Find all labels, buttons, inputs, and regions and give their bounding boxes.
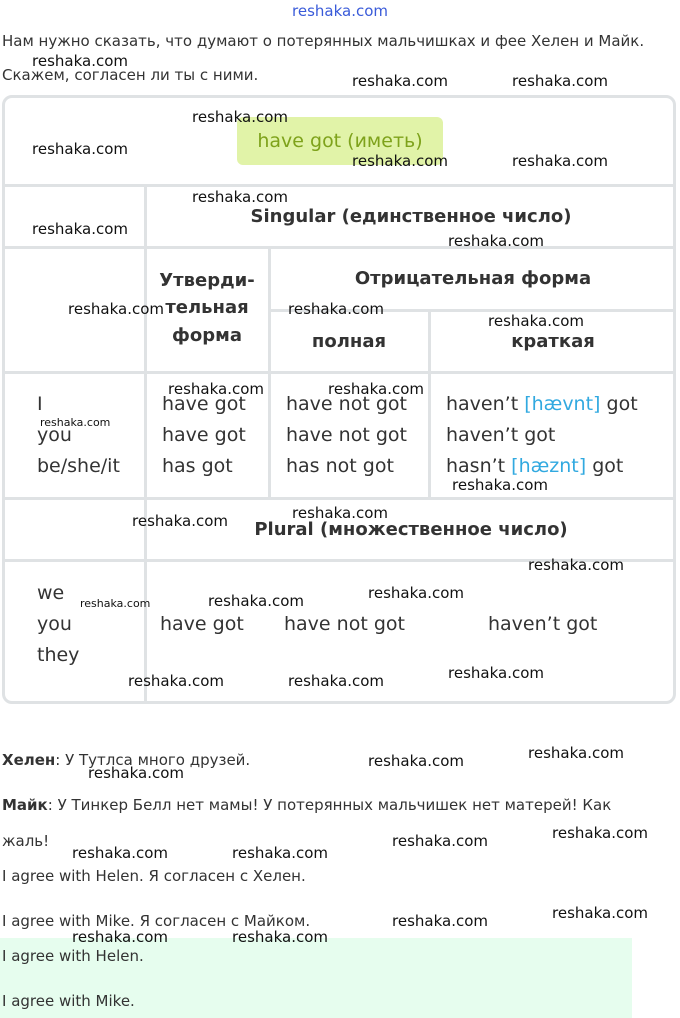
watermark: reshaka.com bbox=[452, 476, 548, 494]
speaker-mike: Майк bbox=[2, 796, 48, 814]
answer-line-1: I agree with Helen. bbox=[2, 947, 144, 965]
answer-line-2: I agree with Mike. bbox=[2, 992, 135, 1010]
affirmative-header-line-3: форма bbox=[172, 325, 242, 346]
speaker-helen: Хелен bbox=[2, 751, 56, 769]
helen-line: Хелен: У Тутлса много друзей. bbox=[2, 751, 251, 769]
watermark: reshaka.com bbox=[168, 380, 264, 398]
singular-header: Singular (единственное число) bbox=[250, 206, 572, 227]
pronoun-they: they bbox=[37, 644, 80, 666]
watermark: reshaka.com bbox=[292, 504, 388, 522]
affirmative-you: have got bbox=[162, 424, 246, 446]
agree-helen-line: I agree with Helen. Я согласен с Хелен. bbox=[2, 867, 306, 885]
full-form-header: полная bbox=[311, 331, 387, 352]
pronoun-you: you bbox=[37, 424, 72, 446]
short-form-header: краткая bbox=[511, 331, 595, 352]
watermark: reshaka.com bbox=[392, 912, 488, 930]
table-title: have got (иметь) bbox=[257, 130, 423, 152]
watermark: reshaka.com bbox=[192, 108, 288, 126]
watermark: reshaka.com bbox=[552, 824, 648, 842]
transcription: [hæznt] bbox=[511, 455, 587, 477]
row-divider bbox=[2, 371, 676, 374]
watermark: reshaka.com bbox=[352, 72, 448, 90]
watermark: reshaka.com bbox=[528, 744, 624, 762]
plural-header: Plural (множественное число) bbox=[254, 519, 568, 540]
affirmative-he-she-it: has got bbox=[162, 455, 233, 477]
transcription: [hævnt] bbox=[524, 393, 601, 415]
watermark: reshaka.com bbox=[368, 752, 464, 770]
short-negative-i: haven’t [hævnt] got bbox=[446, 393, 638, 415]
negative-header: Отрицательная форма bbox=[354, 268, 592, 289]
row-divider bbox=[2, 246, 676, 249]
watermark: reshaka.com bbox=[232, 928, 328, 946]
pronoun-he-she-it: be/she/it bbox=[37, 455, 120, 477]
site-brand[interactable]: reshaka.com bbox=[292, 2, 388, 20]
row-divider bbox=[2, 184, 676, 187]
full-negative-i: have not got bbox=[286, 393, 407, 415]
watermark: reshaka.com bbox=[512, 152, 608, 170]
short-negative-he-she-it: hasn’t [hæznt] got bbox=[446, 455, 624, 477]
pronoun-we: we bbox=[37, 582, 65, 604]
plural-full-negative: have not got bbox=[284, 613, 405, 635]
watermark: reshaka.com bbox=[392, 832, 488, 850]
watermark: reshaka.com bbox=[232, 844, 328, 862]
watermark: reshaka.com bbox=[88, 764, 184, 782]
watermark: reshaka.com bbox=[128, 672, 224, 690]
watermark: reshaka.com bbox=[192, 188, 288, 206]
watermark: reshaka.com bbox=[32, 140, 128, 158]
agree-mike-line: I agree with Mike. Я согласен с Майком. bbox=[2, 912, 311, 930]
column-divider bbox=[144, 184, 147, 704]
watermark: reshaka.com bbox=[352, 152, 448, 170]
watermark: reshaka.com bbox=[448, 232, 544, 250]
watermark: reshaka.com bbox=[32, 220, 128, 238]
intro-line-1: Нам нужно сказать, что думают о потерянных мальчишках и фее Хелен и Майк. bbox=[2, 32, 645, 50]
watermark: reshaka.com bbox=[328, 380, 424, 398]
mike-line-cont: жаль! bbox=[2, 832, 50, 850]
watermark: reshaka.com bbox=[288, 672, 384, 690]
watermark: reshaka.com bbox=[208, 592, 304, 610]
plural-short-negative: haven’t got bbox=[488, 613, 598, 635]
watermark: reshaka.com bbox=[368, 584, 464, 602]
mike-line: Майк: У Тинкер Белл нет мамы! У потерянных мальчишек нет матерей! Как bbox=[2, 796, 612, 814]
intro-line-2: Скажем, согласен ли ты с ними. bbox=[2, 66, 259, 84]
row-divider bbox=[2, 497, 676, 500]
watermark: reshaka.com bbox=[512, 72, 608, 90]
full-negative-you: have not got bbox=[286, 424, 407, 446]
watermark: reshaka.com bbox=[288, 300, 384, 318]
watermark: reshaka.com bbox=[40, 416, 111, 429]
watermark: reshaka.com bbox=[528, 556, 624, 574]
watermark: reshaka.com bbox=[32, 52, 128, 70]
pronoun-i: I bbox=[37, 393, 43, 415]
watermark: reshaka.com bbox=[488, 312, 584, 330]
affirmative-header-line-1: Утверди- bbox=[159, 270, 255, 291]
affirmative-header-line-2: тельная bbox=[165, 297, 249, 318]
full-negative-he-she-it: has not got bbox=[286, 455, 394, 477]
watermark: reshaka.com bbox=[80, 597, 151, 610]
watermark: reshaka.com bbox=[72, 928, 168, 946]
watermark: reshaka.com bbox=[132, 512, 228, 530]
watermark: reshaka.com bbox=[552, 904, 648, 922]
watermark: reshaka.com bbox=[68, 300, 164, 318]
watermark: reshaka.com bbox=[72, 844, 168, 862]
pronoun-you-plural: you bbox=[37, 613, 72, 635]
watermark: reshaka.com bbox=[448, 664, 544, 682]
short-negative-you: haven’t got bbox=[446, 424, 556, 446]
affirmative-i: have got bbox=[162, 393, 246, 415]
plural-affirmative: have got bbox=[160, 613, 244, 635]
